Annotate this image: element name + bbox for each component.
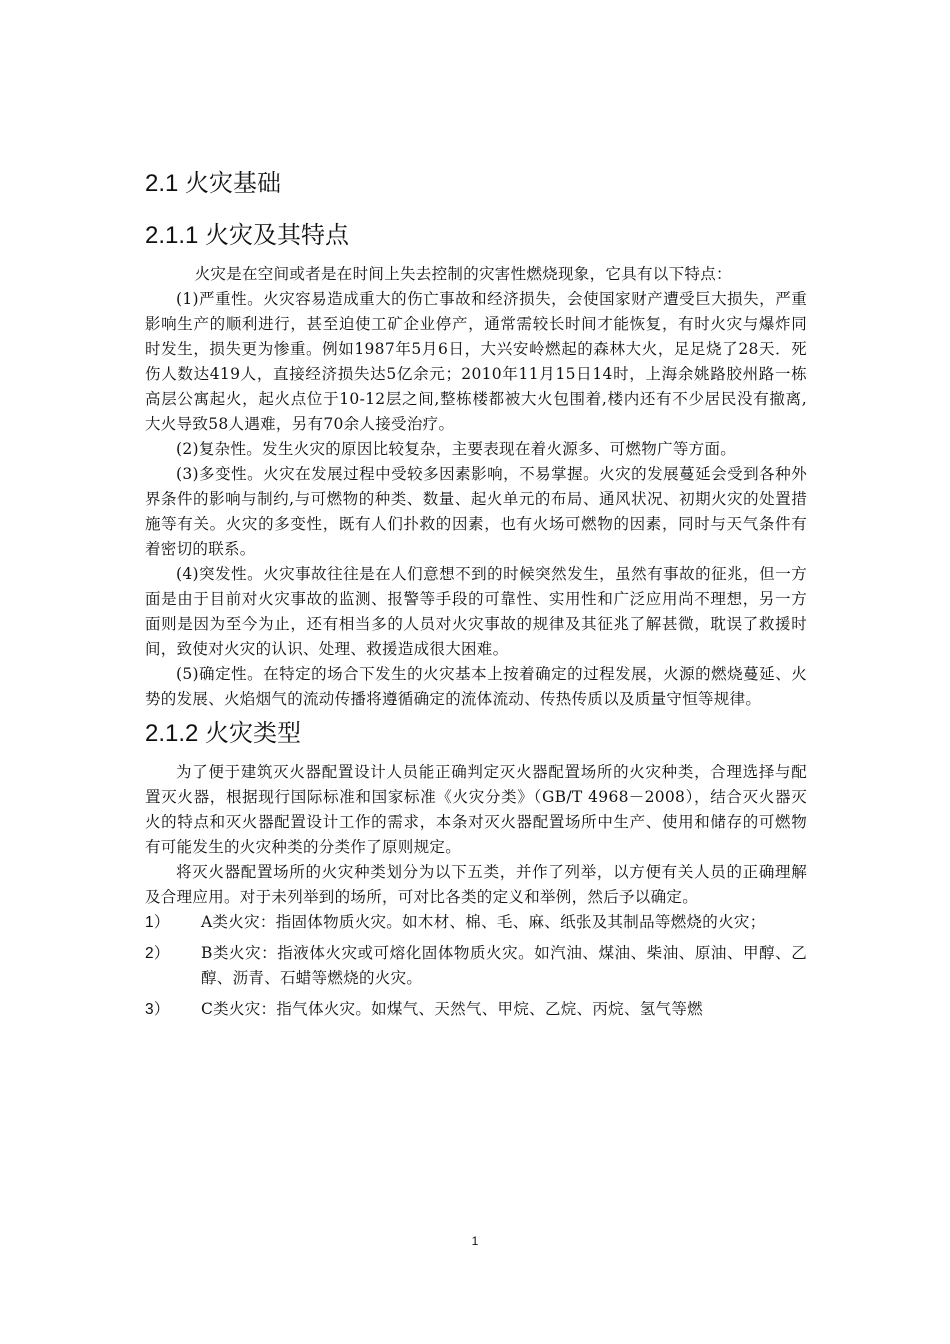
paragraph-complexity: (2)复杂性。发生火灾的原因比较复杂，主要表现在着火源多、可燃物广等方面。 — [176, 440, 737, 458]
list-item — [145, 910, 807, 935]
paragraph-severity: (1)严重性。火灾容易造成重大的伤亡事故和经济损失，会使国家财产遭受巨大损失，严重影响生产的顺利进行，甚至迫使工矿企业停产，通常需较长时间才能恢复，有时火灾与爆炸同时发生，损失更为惨重。例如1987年5月6日，大兴安岭燃起的森林大火，足足烧了28天．死伤人数达419人，直接经济损失达5亿余元；2010年11月15日14时，上海余姚路胶州路一栋高层公寓起火，起火点位于10-12层之间,整栋楼都被大火包围着,楼内还有不少居民没有撤离,大火导致58人遇难，另有70余人接受治疗。 — [145, 290, 807, 433]
list-item-number: 3） — [145, 1001, 170, 1018]
page-number: 1 — [471, 1234, 479, 1248]
paragraph-classification-intro: 将灭火器配置场所的火灾种类划分为以下五类，并作了列举，以方便有关人员的正确理解及合理应用。对于未列举到的场所，可对比各类的定义和举例，然后予以确定。 — [145, 863, 807, 906]
subsection-title-1: 2.1.1 火灾及其特点 — [145, 222, 350, 249]
list-item — [145, 941, 807, 991]
list-item-text: C类火灾：指气体火灾。如煤气、天然气、甲烷、乙烷、丙烷、氢气等燃 — [201, 1000, 703, 1018]
paragraph-variability: (3)多变性。火灾在发展过程中受较多因素影响，不易掌握。火灾的发展蔓延会受到各种外界条件的影响与制约,与可燃物的种类、数量、起火单元的布局、通风状况、初期火灾的处置措施等有关。火灾的多变性，既有人们扑救的因素，也有火场可燃物的因素，同时与天气条件有着密切的联系。 — [145, 465, 807, 558]
list-item — [145, 997, 807, 1022]
list-item-text: A类火灾：指固体物质火灾。如木材、棉、毛、麻、纸张及其制品等燃烧的火灾； — [201, 913, 766, 931]
page-content — [145, 166, 807, 1028]
paragraph-determinacy: (5)确定性。在特定的场合下发生的火灾基本上按着确定的过程发展，火源的燃烧蔓延、火势的发展、火焰烟气的流动传播将遵循确定的流体流动、传热传质以及质量守恒等规律。 — [145, 665, 807, 708]
section-title: 2.1 火灾基础 — [145, 170, 282, 197]
list-item-number: 2） — [145, 945, 170, 962]
paragraph-classification-purpose: 为了便于建筑灭火器配置设计人员能正确判定灭火器配置场所的火灾种类，合理选择与配置灭火器，根据现行国际标准和国家标准《火灾分类》（GB/T 4968－2008），结合灭火器灭火的特点和灭火器配置设计工作的需求，本条对灭火器配置场所中生产、使用和储存的可燃物有可能发生的火灾种类的分类作了原则规定。 — [145, 763, 807, 856]
fire-class-list — [145, 910, 807, 1022]
list-item-text: B类火灾：指液体火灾或可熔化固体物质火灾。如汽油、煤油、柴油、原油、甲醇、乙醇、沥青、石蜡等燃烧的火灾。 — [201, 944, 807, 987]
list-item-number: 1） — [145, 914, 170, 931]
paragraph-suddenness: (4)突发性。火灾事故往往是在人们意想不到的时候突然发生，虽然有事故的征兆，但一方面是由于目前对火灾事故的监测、报警等手段的可靠性、实用性和广泛应用尚不理想，另一方面则是因为至今为止，还有相当多的人员对火灾事故的规律及其征兆了解甚微，耽误了救援时间，致使对火灾的认识、处理、救援造成很大困难。 — [145, 565, 807, 658]
subsection-title-2: 2.1.2 火灾类型 — [145, 720, 302, 747]
intro-paragraph: 火灾是在空间或者是在时间上失去控制的灾害性燃烧现象，它具有以下特点： — [194, 265, 732, 283]
